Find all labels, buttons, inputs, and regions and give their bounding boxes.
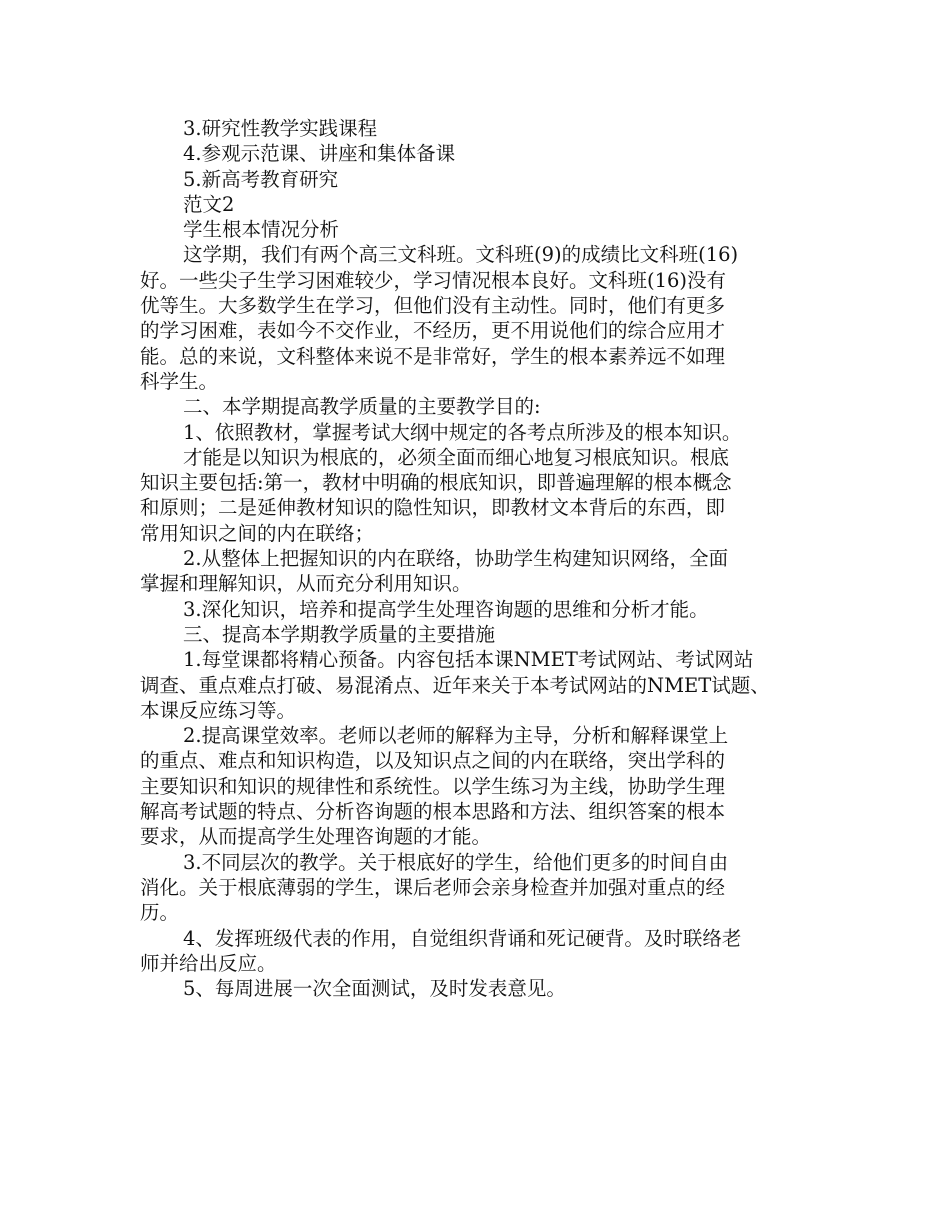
text-line: 3.不同层次的教学。关于根底好的学生，给他们更多的时间自由 [183,850,729,874]
text-line: 这学期，我们有两个高三文科班。文科班(9)的成绩比文科班(16) [183,243,739,267]
text-line: 才能是以知识为根底的，必须全面而细心地复习根底知识。根底 [183,445,730,469]
text-line: 2.从整体上把握知识的内在联络，协助学生构建知识网络，全面 [183,547,729,571]
paragraph [140,850,820,926]
text-line: 解高考试题的特点、分析咨询题的根本思路和方法、组织答案的根本 [140,800,726,824]
text-line: 优等生。大多数学生在学习，但他们没有主动性。同时，他们有更多 [140,294,726,318]
paragraph [140,597,820,622]
text-line: 要求，从而提高学生处理咨询题的才能。 [140,825,492,849]
text-line: 学生根本情况分析 [183,218,340,242]
text-line: 调查、重点难点打破、易混淆点、近年来关于本考试网站的NMET试题、 [140,673,770,697]
paragraph [140,192,820,217]
paragraph [140,394,820,419]
text-line: 师并给出反应。 [140,951,277,975]
paragraph [140,976,820,1001]
text-line: 常用知识之间的内在联络； [140,521,375,545]
text-line: 二、本学期提高教学质量的主要教学目的: [183,395,541,419]
text-line: 4、发挥班级代表的作用，自觉组织背诵和死记硬背。及时联络老 [183,926,742,950]
text-line: 知识主要包括:第一，教材中明确的根底知识，即普遍理解的根本概念 [140,471,732,495]
text-line: 5.新高考教育研究 [183,167,339,191]
text-line: 主要知识和知识的规律性和系统性。以学生练习为主线，协助学生理 [140,774,726,798]
paragraph [140,546,820,597]
text-line: 1.每堂课都将精心预备。内容包括本课NMET考试网站、考试网站 [183,648,754,672]
text-line: 三、提高本学期教学质量的主要措施 [183,622,496,646]
paragraph [140,116,820,141]
paragraph [140,242,820,394]
text-line: 2.提高课堂效率。老师以老师的解释为主导，分析和解释课堂上 [183,724,729,748]
paragraph [140,217,820,242]
text-line: 范文2 [183,192,235,216]
text-line: 3.研究性教学实践课程 [183,117,378,140]
document-body [140,116,820,1001]
text-line: 历。 [140,901,180,925]
text-line: 3.深化知识，培养和提高学生处理咨询题的思维和分析才能。 [183,597,709,621]
text-line: 掌握和理解知识，从而充分利用知识。 [140,572,472,596]
paragraph [140,647,820,723]
paragraph [140,141,820,166]
paragraph [140,926,820,977]
paragraph [140,420,820,445]
text-line: 4.参观示范课、讲座和集体备课 [183,142,456,166]
text-line: 和原则；二是延伸教材知识的隐性知识，即教材文本背后的东西，即 [140,496,726,520]
text-line: 的重点、难点和知识构造，以及知识点之间的内在联络，突出学科的 [140,749,726,773]
text-line: 科学生。 [140,369,219,393]
paragraph [140,167,820,192]
text-line: 5、每周进展一次全面测试，及时发表意见。 [183,977,566,1001]
text-line: 能。总的来说，文科整体来说不是非常好，学生的根本素养远不如理 [140,344,726,368]
text-line: 本课反应练习等。 [140,698,297,722]
paragraph [140,445,820,546]
paragraph [140,622,820,647]
paragraph [140,723,820,849]
text-line: 消化。关于根底薄弱的学生，课后老师会亲身检查并加强对重点的经 [140,875,726,899]
text-line: 1、依照教材，掌握考试大纲中规定的各考点所涉及的根本知识。 [183,420,742,444]
text-line: 好。一些尖子生学习困难较少，学习情况根本良好。文科班(16)没有 [140,268,727,292]
text-line: 的学习困难，表如今不交作业，不经历，更不用说他们的综合应用才 [140,319,726,343]
